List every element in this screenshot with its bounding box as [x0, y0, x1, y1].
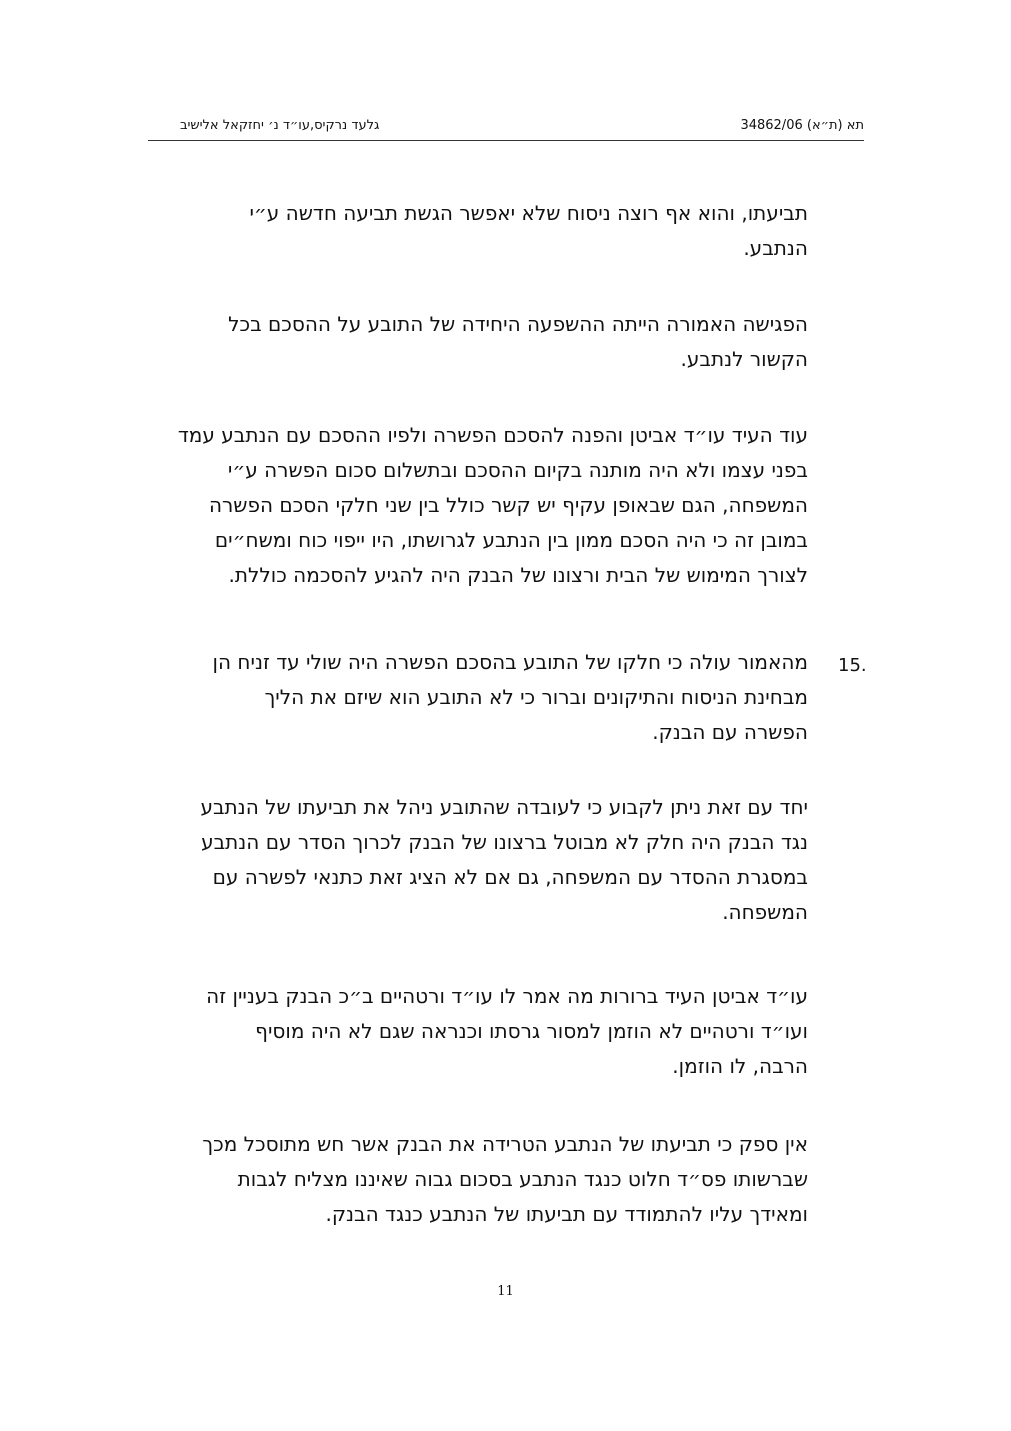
- page-header: [148, 116, 864, 141]
- paragraph: [136, 645, 808, 750]
- text-line: הפגישה האמורה הייתה ההשפעה היחידה של התובע על ההסכם בכל: [228, 312, 808, 336]
- text-line: שברשותו פס״ד חלוט כנגד הנתבע בסכום גבוה שאיננו מצליח לגבות: [237, 1167, 808, 1191]
- text-line: יחד עם זאת ניתן לקבוע כי לעובדה שהתובע ניהל את תביעתו של הנתבע: [200, 795, 808, 819]
- text-line: נגד הבנק היה חלק לא מבוטל ברצונו של הבנק לכרוך הסדר עם הנתבע: [201, 830, 808, 854]
- text-line: הקשור לנתבע.: [680, 347, 808, 371]
- text-line: עו״ד אביטן העיד ברורות מה אמר לו עו״ד ורטהיים ב״כ הבנק בעניין זה: [206, 984, 808, 1008]
- text-line: עוד העיד עו״ד אביטן והפנה להסכם הפשרה ולפיו ההסכם עם הנתבע עמד: [177, 423, 808, 447]
- paragraph: [136, 790, 808, 930]
- text-line: ומאידך עליו להתמודד עם תביעתו של הנתבע כנגד הבנק.: [325, 1202, 808, 1226]
- paragraph: [136, 1127, 808, 1232]
- text-line: הנתבע.: [743, 236, 808, 260]
- text-line: במובן זה כי היה הסכם ממון בין הנתבע לגרושתו, היו ייפוי כוח ומשח״ים: [214, 528, 808, 552]
- text-line: במסגרת ההסדר עם המשפחה, גם אם לא הציג זאת כתנאי לפשרה עם: [212, 865, 808, 889]
- case-parties: גלעד נרקיס,עו״ד נ׳ יחזקאל אלישיב: [180, 118, 380, 133]
- paragraph: [136, 307, 808, 377]
- text-line: מבחינת הניסוח והתיקונים וברור כי לא התובע הוא שיזם את הליך: [264, 685, 808, 709]
- text-line: מהאמור עולה כי חלקו של התובע בהסכם הפשרה היה שולי עד זניח הן: [212, 650, 808, 674]
- text-line: המשפחה.: [722, 900, 808, 924]
- text-line: הפשרה עם הבנק.: [652, 720, 808, 744]
- text-line: אין ספק כי תביעתו של הנתבע הטרידה את הבנק אשר חש מתוסכל מכך: [202, 1132, 808, 1156]
- paragraph: [136, 979, 808, 1084]
- text-line: תביעתו, והוא אף רוצה ניסוח שלא יאפשר הגשת תביעה חדשה ע״י: [249, 201, 808, 225]
- paragraph: [136, 418, 808, 593]
- text-line: הרבה, לו הוזמן.: [672, 1054, 808, 1078]
- page-number: 11: [497, 1284, 514, 1299]
- text-line: לצורך המימוש של הבית ורצונו של הבנק היה להגיע להסכמה כוללת.: [228, 563, 808, 587]
- case-number: תא (ת״א) 34862/06: [740, 118, 864, 133]
- section-number: 15.: [838, 655, 867, 676]
- text-line: בפני עצמו ולא היה מותנה בקיום ההסכם ובתשלום סכום הפשרה ע״י: [227, 458, 808, 482]
- paragraph: [136, 196, 808, 266]
- text-line: ועו״ד ורטהיים לא הוזמן למסור גרסתו וכנראה שגם לא היה מוסיף: [255, 1019, 808, 1043]
- text-line: המשפחה, הגם שבאופן עקיף יש קשר כולל בין שני חלקי הסכם הפשרה: [208, 493, 808, 517]
